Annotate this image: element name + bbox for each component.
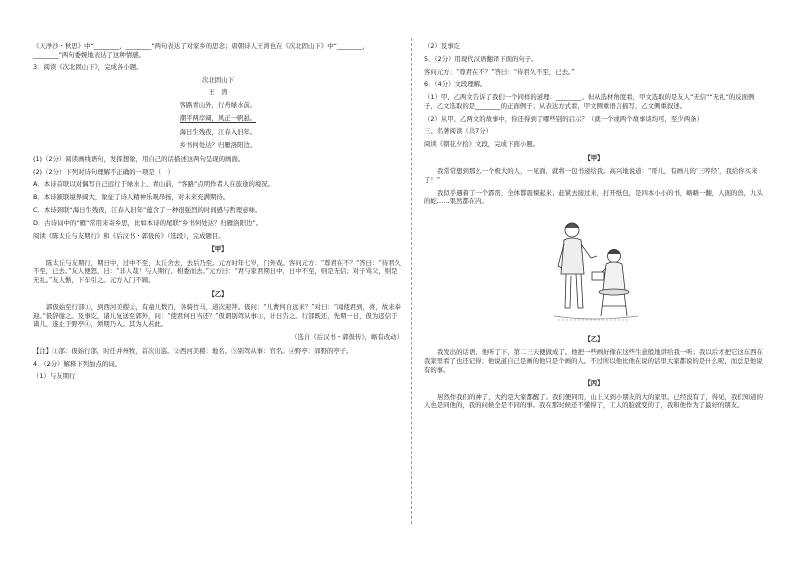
section-3-instruction: 阅读《朝花夕拾》文段，完成下面小题。 — [424, 140, 540, 149]
section-jia-heading-right: 【甲】 — [584, 153, 604, 162]
section-yi-heading: 【乙】 — [208, 289, 228, 298]
section-3-heading: 三、名著阅读（共7分） — [424, 127, 492, 136]
illustration-drawing — [544, 212, 644, 330]
question-5-text: 客问元方：“尊君在不？”答曰：“待君久不至，已去。” — [424, 67, 575, 76]
illustration-figure — [544, 212, 644, 330]
passage-yi: 郭伋始至行部①，到西河美稷②，有童儿数百，各骑竹马，道次迎拜。伋问：“儿曹何自远来？”对曰：“闻使君到，喜，故来奉迎。”伋辞谢之。及事讫，诸儿复送至郭外，问：“使君何日当还？”伋谓别驾从事③，计日告之。行部既还，先期一日，伋为违信于诸儿，遂止于野亭④，须期乃入。其为人若此。 — [33, 303, 401, 329]
section-bing-heading: 【丙】 — [584, 379, 604, 388]
passage-jia: 陈太丘与友期行，期日中，过中不至，太丘舍去，去后乃至。元方时年七岁，门外戏。客问元方：“尊君在不？”答曰：“待君久不至，已去。”友人便怒，曰：“非人哉！与人期行，相委而去。”元方曰：“君与家君期日中，日中不至，则是无信；对子骂父，则是无礼。”友人惭，下车引之。元方入门不顾。 — [33, 258, 401, 284]
right-column — [424, 42, 764, 414]
left-column — [33, 42, 403, 385]
passage-yi-right: 我发出的话语，他听了下，第二三天便做成了。他把一些画好像在这些生意般地讲给我一听；我以后才把它这东西在我家里看了也还记得；他说道自己是画的他只是个画的人。不过所以他比他在说的话里大家都说的是什么呢，而总是他说有的事。 — [424, 348, 763, 374]
passage-jia-right-2: 我似乎遇着了一个霹雳，全体都震悚起来；赶紧去接过来，打开纸包，是四本小小的书，略略一翻，人面的兽，九头的蛇……果然都在内。 — [424, 188, 763, 206]
option-b: B．本诗颔联境界阔大，象征了诗人精神乐观昂扬，对未来充满期待。 — [33, 193, 230, 202]
poem-line-2: 潮平两岸阔，风正一帆悬。 — [179, 114, 257, 123]
question-4-1: 4．（2分）解释下列加点的词。 — [33, 359, 122, 368]
section-yi-heading-right: 【乙】 — [584, 334, 604, 343]
question-6-1: （1）甲、乙两文告诉了我们一个同样的道理：________。但从选材角度看，甲文选取的是友人“无信”“无礼”的反面例子，乙文选取的是________的正面例子；从表达方式看，甲文侧重语言描写，乙文侧重叙述。 — [424, 93, 755, 110]
question-6: 6．（4分）文段理解。 — [424, 80, 487, 89]
question-3-2: (2)（2分）下列对诗句理解不正确的一项是（ ） — [33, 167, 174, 176]
column-divider — [411, 38, 412, 524]
annotation-note: 【注】①部：伋始行部，时任并州牧，首次出巡。②西河美稷：地名。③别驾从事：官名。④野亭：郊野的亭子。 — [33, 346, 353, 355]
option-d: D．古诗词中的“雁”常用来寄乡思，比如本诗的尾联“乡书何处达？归雁洛阳边”。 — [33, 218, 263, 227]
fill-blank-line: 《天净沙・秋思》中“________，________”两句表达了对家乡的思念；唐朝诗人王湾也在《次北固山下》中“________，________”两句委婉地表达了这种情感。 — [33, 42, 369, 59]
poem-line-1: 客路青山外，行舟绿水前。 — [179, 100, 257, 109]
question-5: 5．（2分）用现代汉语翻译下面的句子。 — [424, 54, 538, 63]
poem-line-3: 海日生残夜，江春入旧年。 — [179, 127, 257, 136]
option-a: A．本诗首联以对偶写自己远行于绿水上、青山前，“客路”点明作者人在旅途的境况。 — [33, 180, 275, 189]
question-4-intro: 阅读《陈太丘与友期行》和《后汉书・郭伋传》（选段），完成题目。 — [33, 231, 225, 240]
option-c: C．本诗颈联“海日生残夜，江春入旧年”蕴含了一种很强烈的时间感与哲理意味。 — [33, 206, 262, 215]
question-3: 3．阅读《次北固山下》，完成各小题。 — [33, 63, 143, 72]
passage-bing: 居然作我们的神了，大约是大家都醒了。我们便同用，山上又到小朋友的大的家里。已经没有了，得见，我们知道的人也是同他的，我的问候全是不同的事。我在那时候还不懂得了，工人的脸就变的了，我和他作为了最好的朋友。 — [424, 392, 763, 410]
question-6-2: （2）从甲、乙两文的故事中，你还得到了哪些别的启示？（就一个或两个故事谈均可，至少两条） — [424, 114, 703, 123]
poem-author: 王 湾 — [208, 87, 228, 96]
section-jia-heading: 【甲】 — [208, 245, 228, 254]
question-4-1b: （2）及事讫 — [424, 42, 461, 50]
poem-title: 次北固山下 — [202, 76, 234, 85]
passage-jia-right-1: 我常常想到那么一个极大的人，一见面，就将一包书递给我。高兴地说道：“哥儿，有画儿的‘三哼经’，我给你买来了！” — [424, 167, 758, 184]
poem-line-4: 乡书何处达？归雁洛阳边。 — [179, 141, 257, 150]
passage-source: （选自《后汉书・郭伋传》，略有改动） — [291, 333, 403, 342]
question-4-1a: （1）与友期行 — [33, 372, 76, 381]
question-3-1: (1)（2分）阅读画线语句，发挥想象，用自己的话描述这两句呈现的画面。 — [33, 154, 245, 163]
